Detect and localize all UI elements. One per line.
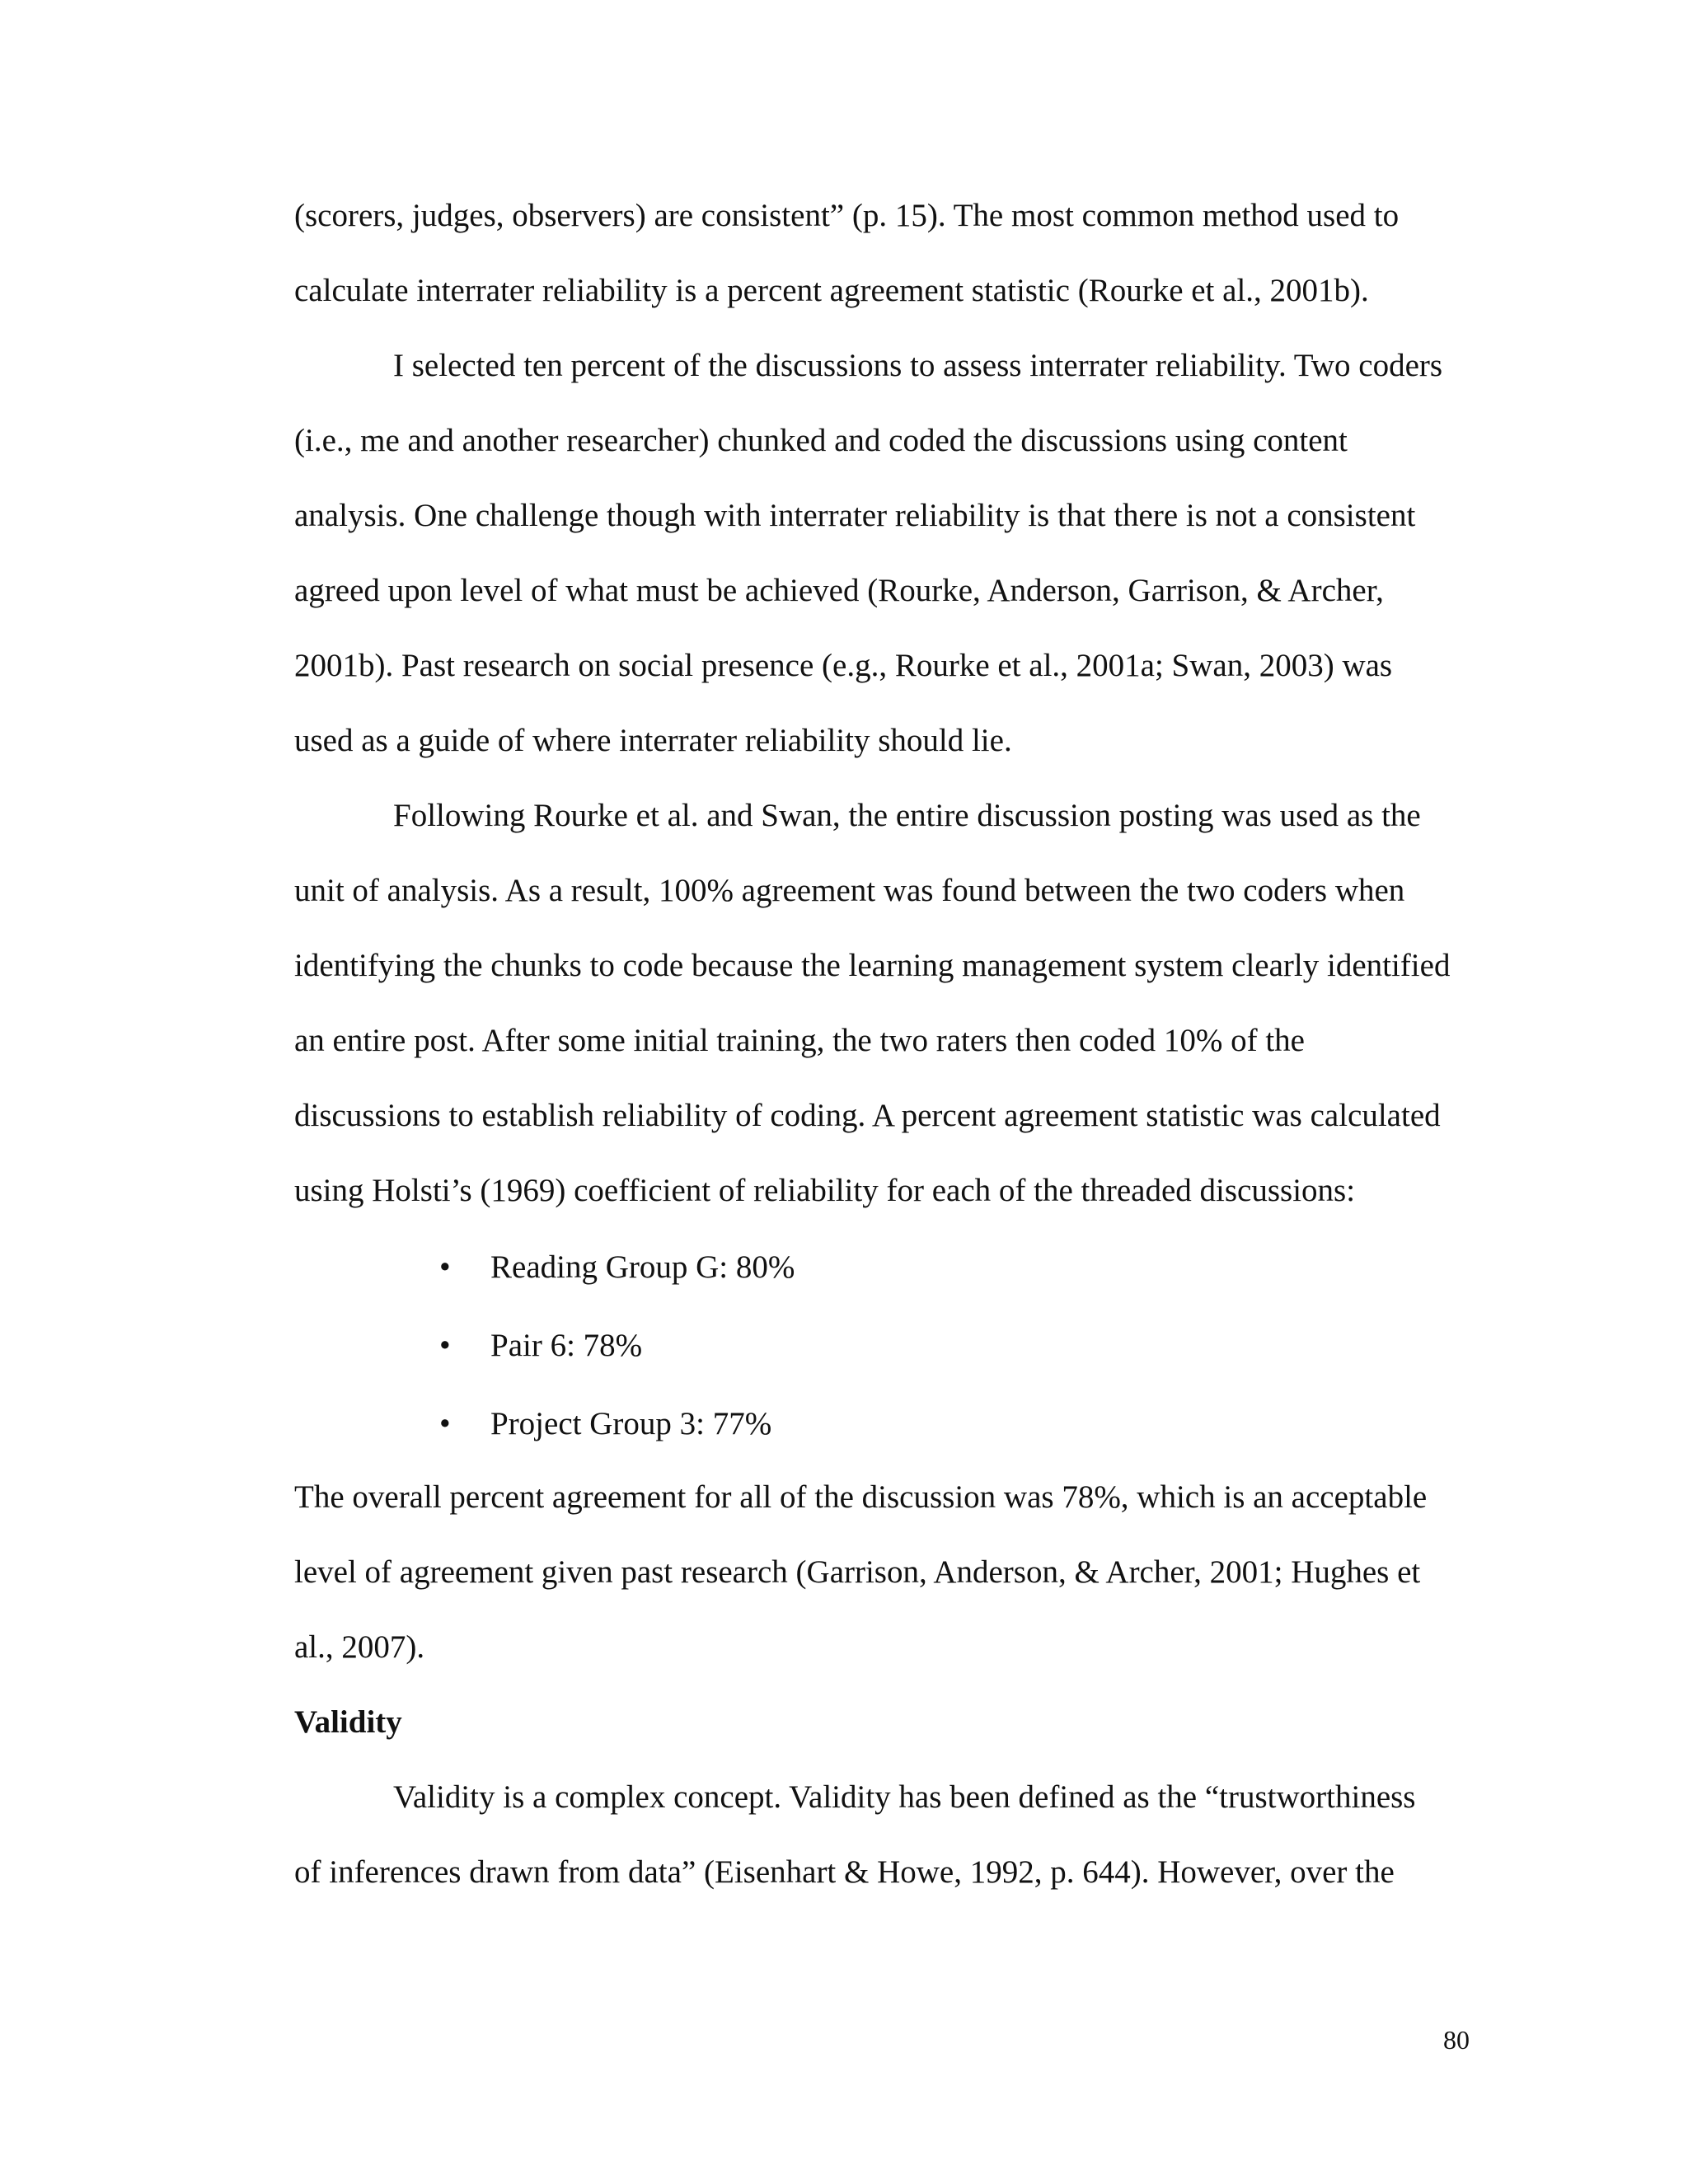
text-line: al., 2007). xyxy=(294,1629,425,1665)
text-line: unit of analysis. As a result, 100% agreement was found between the two coders when xyxy=(294,873,1405,908)
list-item-text: Reading Group G: 80% xyxy=(490,1249,795,1285)
list-item-text: Project Group 3: 77% xyxy=(490,1406,772,1441)
text-line: level of agreement given past research (Garrison, Anderson, & Archer, 2001; Hughes et xyxy=(294,1554,1421,1590)
text-line: (scorers, judges, observers) are consistent” (p. 15). The most common method used to xyxy=(294,198,1400,233)
section-heading: Validity xyxy=(294,1704,402,1740)
text-line: calculate interrater reliability is a percent agreement statistic (Rourke et al., 2001b). xyxy=(294,273,1369,308)
list-item-text: Pair 6: 78% xyxy=(490,1328,643,1363)
bullet-icon: • xyxy=(439,1328,451,1363)
text-line: The overall percent agreement for all of the discussion was 78%, which is an acceptable xyxy=(294,1479,1428,1515)
text-line: used as a guide of where interrater reliability should lie. xyxy=(294,723,1012,758)
text-line: of inferences drawn from data” (Eisenhart & Howe, 1992, p. 644). However, over the xyxy=(294,1854,1395,1890)
text-line: discussions to establish reliability of coding. A percent agreement statistic was calculated xyxy=(294,1098,1441,1133)
text-line: agreed upon level of what must be achieved (Rourke, Anderson, Garrison, & Archer, xyxy=(294,573,1384,608)
text-line: 2001b). Past research on social presence (e.g., Rourke et al., 2001a; Swan, 2003) was xyxy=(294,648,1393,683)
bullet-icon: • xyxy=(439,1406,451,1441)
text-line: Validity is a complex concept. Validity has been defined as the “trustworthiness xyxy=(393,1779,1416,1815)
text-line: identifying the chunks to code because the learning management system clearly identified xyxy=(294,948,1451,983)
text-line: an entire post. After some initial training, the two raters then coded 10% of the xyxy=(294,1023,1305,1058)
text-line: (i.e., me and another researcher) chunked and coded the discussions using content xyxy=(294,423,1348,458)
text-line: Following Rourke et al. and Swan, the entire discussion posting was used as the xyxy=(393,798,1421,833)
bullet-icon: • xyxy=(439,1249,451,1285)
page-number: 80 xyxy=(1443,2025,1470,2055)
text-line: analysis. One challenge though with interrater reliability is that there is not a consistent xyxy=(294,498,1416,533)
text-line: using Holsti’s (1969) coefficient of reliability for each of the threaded discussions: xyxy=(294,1173,1356,1208)
text-line: I selected ten percent of the discussions to assess interrater reliability. Two coders xyxy=(393,348,1443,383)
